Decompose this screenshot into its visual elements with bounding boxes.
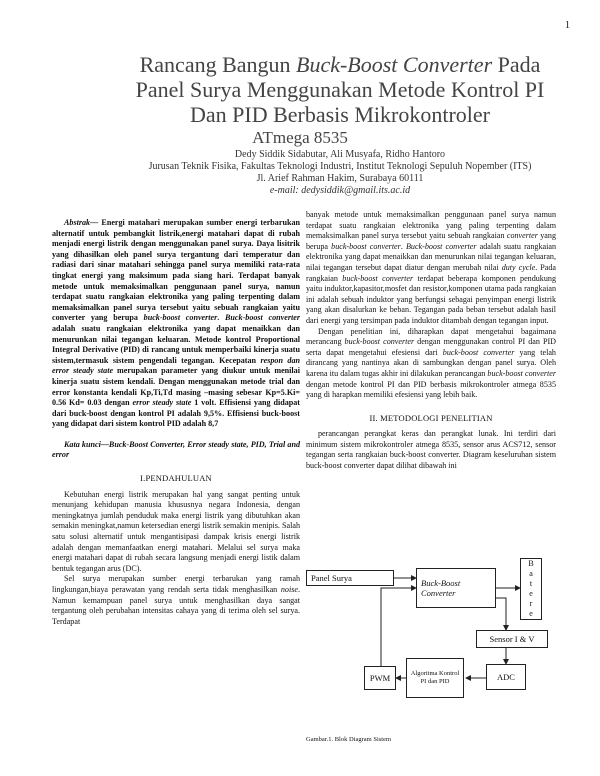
battery-letter: t [529, 579, 533, 588]
body-em: duty cycle [501, 262, 536, 272]
abstract-text: 1 volt. Effisiensi yang didapat dari buck-boost dengan kontrol PI adalah 9,5%. Effisiensi buck-boost yang didapat dari sistem kontrol PID adalah 8,7 [52, 398, 300, 429]
abstract-em: respon dan error steady state [52, 355, 300, 376]
method-paragraph: perancangan perangkat keras dan perangkat lunak. Ini terdiri dari minimum sistem mikrokontroler atmega 8535, sensor arus ACS712, sensor tegangan serta rangkaian buck-boost converter. Diagram keseluruhan sistem buck-boost converter dapat dilihat dibawah ini [306, 429, 556, 471]
paper-title [80, 52, 600, 127]
author-block [80, 149, 600, 197]
abstract-em: buck-boost converter [143, 313, 218, 323]
title-line1-pre: Rancang Bangun [139, 52, 297, 77]
author-address: Jl. Arief Rahman Hakim, Surabaya 60111 [256, 173, 424, 184]
body-text: . Pada rangkaian [306, 262, 557, 283]
sensor-box: Sensor I & V [476, 630, 548, 648]
abstract-em: error steady state [132, 398, 192, 408]
section-heading-method: II. METODOLOGI PENELITIAN [369, 412, 493, 423]
right-paragraph-1 [306, 210, 556, 327]
intro-paragraph-2 [52, 574, 300, 627]
adc-box: ADC [486, 664, 526, 690]
body-em: buck-boost converter [342, 273, 414, 283]
author-affiliation: Jurusan Teknik Fisika, Fakultas Teknologi Industri, Institut Teknologi Sepuluh Nopember (ITS) [148, 161, 532, 172]
title-line2: Panel Surya Menggunakan Metode Kontrol PI [135, 77, 545, 102]
battery-letter: a [529, 569, 533, 578]
body-em: buck-boost converter [331, 241, 401, 251]
left-column [52, 218, 300, 627]
pwm-box: PWM [364, 666, 396, 690]
body-em: Buck-boost converter [405, 241, 477, 251]
body-text: dengan metode kontrol PI dan PID berbasis mikrokontroler atmega 8535 yang di harapkan memiliki efesiensi yang lebih baik. [306, 379, 556, 400]
abstract [52, 218, 300, 430]
title-line1-post: Pada [492, 52, 541, 77]
buck-boost-box: Buck-Boost Converter [416, 568, 496, 608]
algorithm-box: Algoritma Kontrol PI dan PID [406, 658, 464, 698]
title-line1-em: Buck-Boost Converter [296, 52, 493, 77]
abstract-text: merupakan parameter yang diukur untuk menilai kinerja suatu sistem kendali. Dengan menggunakan metode trial dan error konstanta kendali Kp,Ti,Td masing –masing sebesar Kp=5.Ki= 0.56 Kd= 0.03 dengan [52, 366, 300, 408]
right-paragraph-2 [306, 327, 556, 401]
keywords: Kata kunci—Buck-Boost Converter, Error steady state, PID, Trial and error [52, 439, 300, 460]
author-email: e-mail: dedysiddik@gmail.its.ac.id [269, 185, 411, 196]
abstract-lead: Abstrak [64, 218, 91, 227]
body-em: buck-boost converter [487, 368, 556, 378]
intro-em: noise [280, 585, 298, 594]
body-text: banyak metode untuk memaksimalkan penggunaan panel surya namun terdapat suatu rangkaian elektronika yang paling terpenting dalam memaksimalkan panel surya tersebut yaitu sebuah rangkaian [306, 210, 556, 241]
battery-letter: e [529, 589, 533, 598]
figure-caption: Gambar.1. Blok Diagram Sistem [306, 736, 392, 743]
right-column [306, 210, 556, 472]
body-text: dengan menggunakan control PI dan PID serta dapat mengetahui efesiensi dari [306, 337, 556, 357]
block-diagram [306, 558, 562, 748]
abstract-em: Buck-boost converter [225, 313, 300, 323]
title-line4: ATmega 8535 [252, 128, 348, 147]
battery-letter: r [529, 599, 533, 608]
panel-surya-box: Panel Surya [306, 570, 394, 586]
abstract-text: adalah suatu rangkaian elektronika yang dapat menaikkan dan menurunkan nilai tegangan keluaran. Metode kontrol Proportional Integral Derivative (PID) di rancang untuk memperbaiki kinerja suatu sistem,termasuk sistem pengendali tegangan. Kecepatan [52, 323, 300, 365]
body-text: adalah suatu rangkaian elektronika yang dapat menaikkan dan menurunkan nilai tegangan keluaran, nilai tegangan tersebut dapat diatur dengan merubah nilai [306, 241, 557, 272]
body-text: yang telah dirancang yang nantinya akan di sambungkan dengan panel surya. Oleh karena itu dalam tugas akhir ini dilakukan perancangan [306, 347, 556, 378]
intro-text: . Namun kemampuan panel surya untuk menghasilkan daya sangat tergantung oleh perubahan intensitas cahaya yang di terima oleh sel surya. Terdapat [52, 585, 300, 626]
battery-letter: e [529, 609, 533, 618]
abstract-text: . [217, 313, 226, 323]
title-line3: Dan PID Berbasis Mikrokontroler [189, 102, 490, 127]
page-number: 1 [565, 20, 570, 31]
section-heading-intro: I.PENDAHULUAN [140, 473, 212, 484]
intro-paragraph-1: Kebutuhan energi listrik merupakan hal yang sangat penting untuk menunjang kehidupan manusia khususnya negara Indonesia, dengan meningkatnya jumlah penduduk maka energi listrik yang dibutuhkan akan semakin meningkat,namun ketersedian energi listrik semakin menipis. Salah satu solusi alternatif untuk mengantisipasi dampak krisis energi listrik adalah dengan memanfaatkan energi matahari. Melalui sel surya maka energi matahari dapat di rubah secara langsung menjadi energi listik dalam bentuk tegangan arus (DC). [52, 489, 300, 573]
body-text: terdapat beberapa komponen pendukung yaitu induktor,kapasitor,mosfet dan resistor,komponen utama pada rangkaian ini adalah sebuah induktor yang berfungsi sebagai penyimpan energi listrik yang akan disalurkan ke beban. Tegangan pada beban tersebut adalah hasil dari energi yang tersimpan pada induktor ditambah dengan tegangan input. [306, 273, 556, 325]
body-em: buck-boost converter [442, 347, 515, 357]
body-em: buck-boost converter [344, 337, 415, 347]
body-text: . [400, 241, 406, 251]
body-text: yang berupa [306, 231, 556, 251]
author-names: Dedy Siddik Sidabutar, Ali Musyafa, Ridho Hantoro [234, 149, 446, 160]
battery-letter: B [528, 559, 534, 568]
body-em: converter [506, 231, 538, 241]
intro-text: Sel surya merupakan sumber energi terbarukan yang ramah lingkungan,biaya perawatan yang rendah serta tidak menghasilkan [52, 574, 300, 594]
battery-box [520, 558, 542, 620]
abstract-text: — Energi matahari merupakan sumber energi terbarukan alternatif untuk pembangkit listrik,energi matahari dapat di rubah menjadi energi listrik dengan menggunakan panel surya. Daya lisitrik yang dihasilkan oleh panel surya tergantung dari temperatur dan radiasi dari sinar matahari sehingga panel surya memiliki rata-rata tingkat energi yang maksimum pada siang hari. Terdapat banyak metode untuk memaksimalkan penggunaan panel surya, namun terdapat suatu rangkaian elektronika yang paling terpenting dalam memaksimalkan panel surya tersebut yaitu sebuah rangkaian yaitu converter yang berupa [52, 218, 300, 323]
body-text: Dengan penelitian ini, diharapkan dapat mengetahui bagaimana merancang [306, 326, 556, 347]
